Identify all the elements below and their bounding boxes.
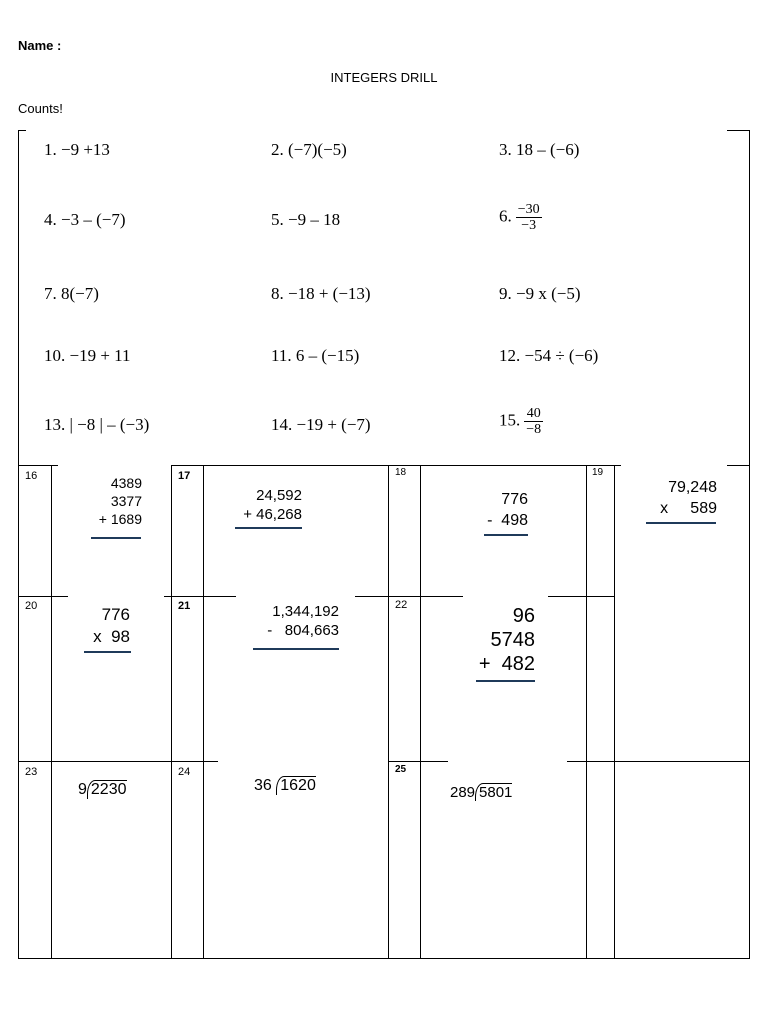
cell-20-number: 20 (25, 600, 38, 612)
cell-18-problem: 776 - 498 (487, 491, 528, 529)
problem-14: 14. −19 + (−7) (271, 415, 371, 434)
cell-21-problem: 1,344,192 - 804,663 (267, 603, 339, 639)
cell-20-problem: 776 x 98 (93, 605, 130, 646)
cell-16-number: 16 (25, 470, 38, 482)
problem-6: 6. $\frac{-30}{-3}$ (499, 202, 540, 233)
cell-21-number: 21 (178, 600, 191, 612)
cell-19-problem: 79,248 x 589 (660, 479, 717, 517)
cell-24-number: 24 (178, 766, 191, 778)
problem-11: 11. 6 – (−15) (271, 346, 360, 365)
page-title: INTEGERS DRILL (330, 70, 438, 85)
problem-3: 3. 18 – (−6) (499, 140, 580, 159)
cell-22-problem: 96 5748 + 482 (478, 605, 535, 675)
problem-7: 7. 8(−7) (44, 284, 99, 303)
cell-18-number: 18 (395, 467, 407, 478)
problem-2: 2. (−7)(−5) (271, 140, 347, 159)
cell-17-problem: 24,592 + 46,268 (243, 487, 302, 523)
cell-25-division: 289 5801 (450, 784, 513, 801)
cell-22-number: 22 (395, 599, 408, 611)
cell-22-answer-line (476, 680, 535, 682)
cell-20-answer-line (84, 651, 131, 653)
problem-8: 8. −18 + (−13) (271, 284, 371, 303)
cell-16-problem: 4389 3377 + 1689 (98, 475, 142, 527)
cell-23-number: 23 (25, 766, 38, 778)
problem-13: 13. | −8 | – (−3) (44, 415, 150, 434)
problem-1: 1. −9 +13 (44, 140, 110, 159)
cell-21-answer-line (253, 648, 339, 650)
cell-19-number: 19 (592, 467, 604, 478)
cell-23-division: 9 2230 (78, 781, 127, 798)
problem-15: 15. $\frac{40}{-8}$ (499, 406, 542, 437)
problem-9: 9. −9 x (−5) (499, 284, 581, 303)
cell-18-answer-line (484, 534, 528, 536)
cell-24-division: 36 1620 (254, 777, 316, 794)
cell-16-answer-line (91, 537, 141, 539)
cell-17-number: 17 (178, 470, 191, 482)
problem-4: 4. −3 – (−7) (44, 210, 126, 229)
name-label: Name : (18, 38, 62, 53)
cell-19-answer-line (646, 522, 716, 524)
cell-25-number: 25 (395, 764, 407, 775)
cell-17-answer-line (235, 527, 302, 529)
problem-5: 5. −9 – 18 (271, 210, 341, 229)
counts-label: Counts! (18, 101, 63, 116)
problem-10: 10. −19 + 11 (44, 346, 131, 365)
problem-12: 12. −54 ÷ (−6) (499, 346, 599, 365)
